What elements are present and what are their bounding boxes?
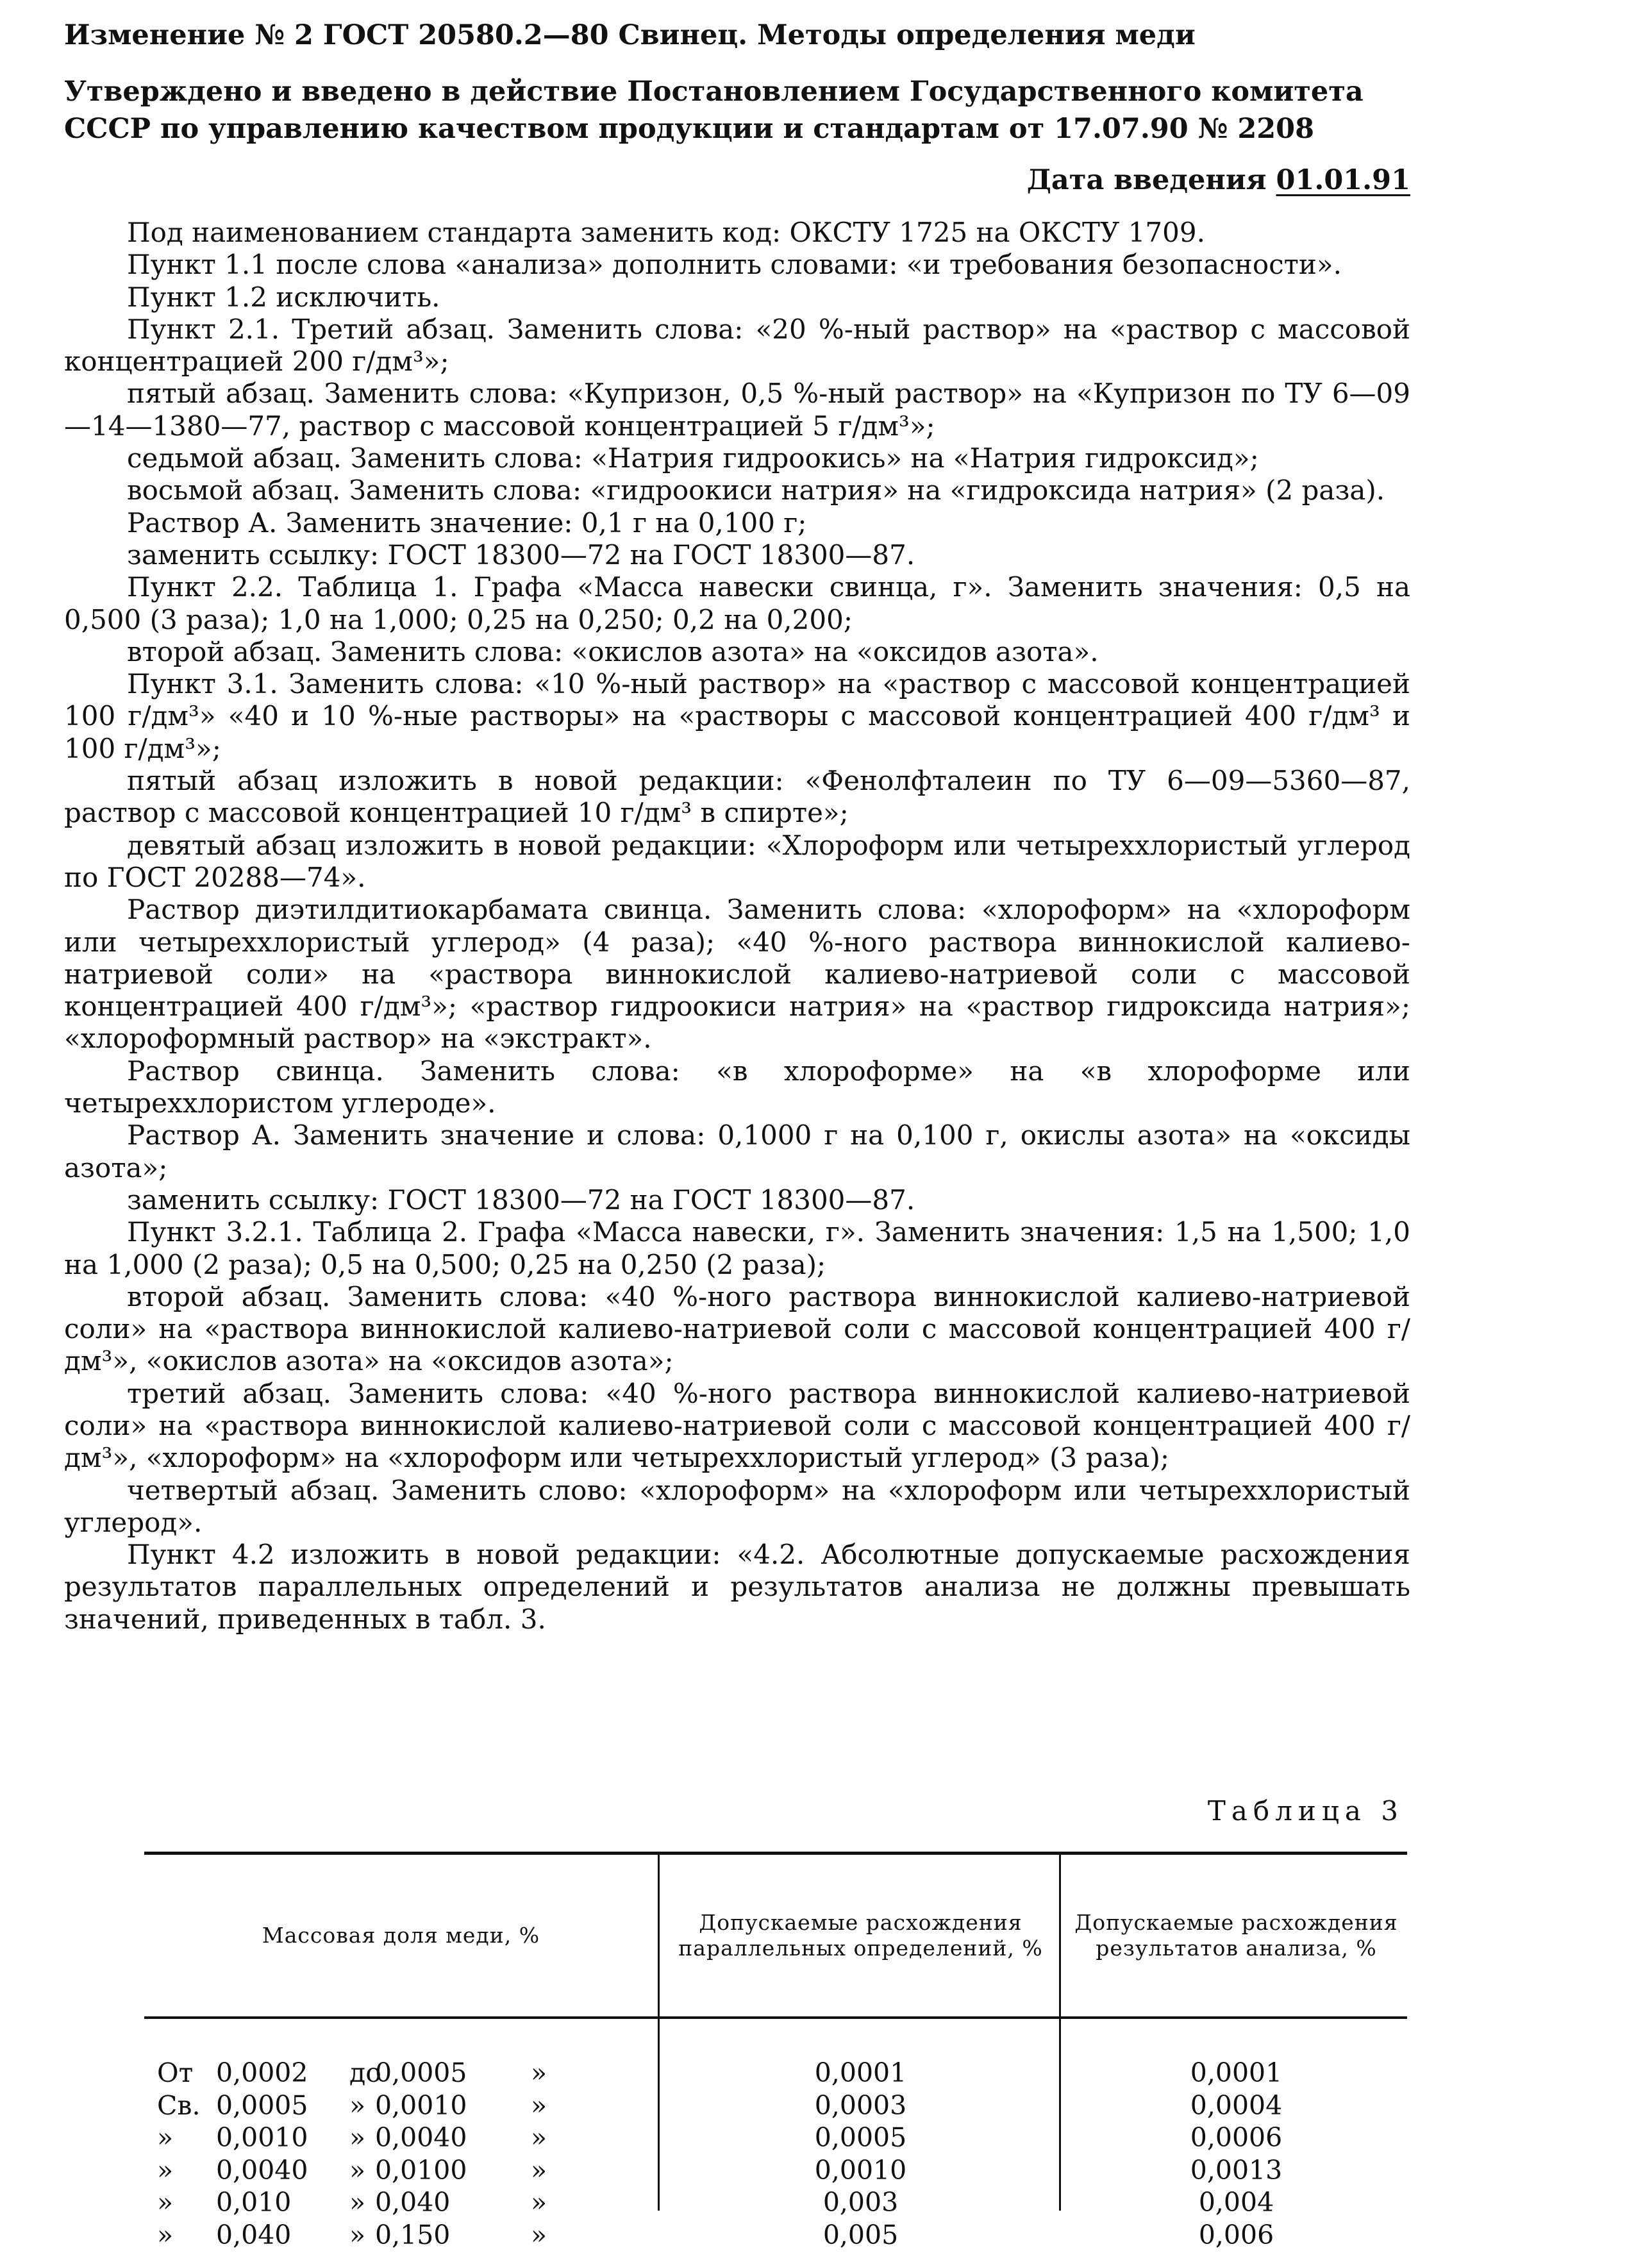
amendment-paragraph: пятый абзац изложить в новой редакции: «Фенолфталеин по ТУ 6—09—5360—87, раствор с массовой концентрацией 10 г/дм³ в спирте»; bbox=[64, 765, 1410, 829]
parallel-tolerance-value: 0,005 bbox=[822, 2219, 899, 2250]
range-unit-mark: » bbox=[531, 2057, 547, 2088]
range-to: 0,0100 bbox=[375, 2154, 467, 2186]
range-from: 0,0010 bbox=[216, 2122, 308, 2153]
amendment-paragraph: второй абзац. Заменить слова: «40 %-ного раствора виннокислой калиево-натриевой соли» на «раствора виннокислой калиево-натриевой соли с массовой концентрацией 400 г/дм³», «окислов азота» на «оксидов азота»; bbox=[64, 1280, 1410, 1377]
range-separator: » bbox=[349, 2187, 366, 2218]
range-unit-mark: » bbox=[531, 2187, 547, 2218]
range-prefix: » bbox=[157, 2219, 174, 2250]
table-header-rule bbox=[144, 2016, 1407, 2019]
analysis-tolerance-value: 0,004 bbox=[1198, 2187, 1274, 2218]
range-separator: » bbox=[349, 2122, 366, 2153]
amendment-paragraph: Пункт 2.1. Третий абзац. Заменить слова: «20 %-ный раствор» на «раствор с массовой концентрацией 200 г/дм³»; bbox=[64, 313, 1410, 378]
range-prefix: » bbox=[157, 2122, 174, 2153]
table-caption: Таблица 3 bbox=[1207, 1795, 1404, 1827]
amendment-paragraph: пятый абзац. Заменить слова: «Купризон, 0,5 %-ный раствор» на «Купризон по ТУ 6—09—14—1380—77, раствор с массовой концентрацией 5 г/дм³»; bbox=[64, 378, 1410, 442]
amendment-paragraph: Раствор А. Заменить значение и слова: 0,1000 г на 0,100 г, окислы азота» на «оксиды азота»; bbox=[64, 1119, 1410, 1184]
amendment-paragraph: Пункт 4.2 изложить в новой редакции: «4.2. Абсолютные допускаемые расхождения результатов параллельных определений и результатов анализа не должны превышать значений, приведенных в табл. 3. bbox=[64, 1539, 1410, 1635]
analysis-tolerance-value: 0,0004 bbox=[1190, 2089, 1283, 2121]
amendment-paragraph: второй абзац. Заменить слова: «окислов азота» на «оксидов азота». bbox=[127, 635, 1099, 667]
amendment-paragraph: Пункт 2.2. Таблица 1. Графа «Масса навески свинца, г». Заменить значения: 0,5 на 0,500 (3 раза); 1,0 на 1,000; 0,25 на 0,250; 0,2 на 0,200; bbox=[64, 571, 1410, 635]
range-from: 0,0040 bbox=[216, 2154, 308, 2186]
approval-statement: Утверждено и введено в действие Постановлением Государственного комитета СССР по управлению качеством продукции и стандартам от 17.07.90 № 2208 bbox=[64, 76, 1364, 145]
table-row bbox=[144, 2154, 1407, 2187]
range-to: 0,0005 bbox=[375, 2057, 467, 2088]
range-unit-mark: » bbox=[531, 2122, 547, 2153]
parallel-tolerance-value: 0,003 bbox=[822, 2187, 899, 2218]
analysis-tolerance-value: 0,006 bbox=[1198, 2219, 1274, 2250]
parallel-tolerance-value: 0,0010 bbox=[814, 2154, 907, 2186]
amendment-paragraph: Пункт 1.1 после слова «анализа» дополнить словами: «и требования безопасности». bbox=[127, 249, 1342, 281]
amendment-paragraph: Раствор диэтилдитиокарбамата свинца. Заменить слова: «хлороформ» на «хлороформ или четыреххлористый углерод» (4 раза); «40 %-ного раствора виннокислой калиево-натриевой соли» на «раствора виннокислой калиево-натриевой соли с массовой концентрацией 400 г/дм³»; «раствор гидроокиси натрия» на «раствор гидроксида натрия»; «хлороформный раствор» на «экстракт». bbox=[64, 894, 1410, 1055]
amendment-paragraph: заменить ссылку: ГОСТ 18300—72 на ГОСТ 18300—87. bbox=[127, 539, 915, 571]
range-prefix: » bbox=[157, 2187, 174, 2218]
table-row bbox=[144, 2219, 1407, 2252]
amendment-title: Изменение № 2 ГОСТ 20580.2—80 Свинец. Методы определения меди bbox=[64, 19, 1196, 51]
range-separator: » bbox=[349, 2219, 366, 2250]
amendment-paragraph: Пункт 3.1. Заменить слова: «10 %-ный раствор» на «раствор с массовой концентрацией 100 г/дм³» «40 и 10 %-ные растворы» на «растворы с массовой концентрацией 400 г/дм³ и 100 г/дм³»; bbox=[64, 668, 1410, 764]
range-separator: » bbox=[349, 2089, 366, 2121]
tolerance-table bbox=[144, 1852, 1407, 2250]
table-header-parallel-tolerance: Допускаемые расхождения параллельных определений, % bbox=[678, 1910, 1043, 1961]
amendment-paragraph: Под наименованием стандарта заменить код: ОКСТУ 1725 на ОКСТУ 1709. bbox=[127, 217, 1205, 248]
amendment-paragraph: Пункт 3.2.1. Таблица 2. Графа «Масса навески, г». Заменить значения: 1,5 на 1,500; 1,0 на 1,000 (2 раза); 0,5 на 0,500; 0,25 на 0,250 (2 раза); bbox=[64, 1216, 1410, 1280]
table-header-copper-fraction: Массовая доля меди, % bbox=[262, 1923, 540, 1948]
range-unit-mark: » bbox=[531, 2089, 547, 2121]
range-prefix: » bbox=[157, 2154, 174, 2186]
range-to: 0,150 bbox=[375, 2219, 451, 2250]
amendment-paragraph: девятый абзац изложить в новой редакции: «Хлороформ или четыреххлористый углерод по ГОСТ 20288—74». bbox=[64, 829, 1410, 893]
range-to: 0,0010 bbox=[375, 2089, 467, 2121]
table-row bbox=[144, 2089, 1407, 2122]
range-separator: » bbox=[349, 2154, 366, 2186]
effective-date-value: 01.01.91 bbox=[1276, 164, 1410, 196]
amendment-paragraph: седьмой абзац. Заменить слова: «Натрия гидроокись» на «Натрия гидроксид»; bbox=[127, 442, 1259, 474]
range-prefix: Св. bbox=[157, 2089, 201, 2121]
effective-date-label: Дата введения bbox=[1026, 164, 1267, 196]
range-separator: до bbox=[349, 2057, 381, 2088]
analysis-tolerance-value: 0,0013 bbox=[1190, 2154, 1283, 2186]
amendment-paragraph: четвертый абзац. Заменить слово: «хлороформ» на «хлороформ или четыреххлористый углерод». bbox=[64, 1474, 1410, 1538]
range-unit-mark: » bbox=[531, 2154, 547, 2186]
effective-date bbox=[64, 162, 1410, 199]
range-prefix: От bbox=[157, 2057, 194, 2088]
amendment-paragraph: Раствор А. Заменить значение: 0,1 г на 0,100 г; bbox=[127, 506, 807, 539]
analysis-tolerance-value: 0,0006 bbox=[1190, 2122, 1283, 2153]
amendment-paragraph: Раствор свинца. Заменить слова: «в хлороформе» на «в хлороформе или четыреххлористом углероде». bbox=[64, 1055, 1410, 1119]
table-row bbox=[144, 2186, 1407, 2219]
amendment-paragraph: заменить ссылку: ГОСТ 18300—72 на ГОСТ 18300—87. bbox=[127, 1184, 915, 1216]
range-to: 0,040 bbox=[375, 2187, 451, 2218]
analysis-tolerance-value: 0,0001 bbox=[1190, 2057, 1283, 2088]
document-header bbox=[64, 17, 1410, 199]
table-row bbox=[144, 2122, 1407, 2154]
parallel-tolerance-value: 0,0003 bbox=[814, 2089, 907, 2121]
amendment-body bbox=[64, 217, 1410, 1636]
amendment-paragraph: третий абзац. Заменить слова: «40 %-ного раствора виннокислой калиево-натриевой соли» на «раствора виннокислой калиево-натриевой соли с массовой концентрацией 400 г/дм³», «хлороформ» на «хлороформ или четыреххлористый углерод» (3 раза); bbox=[64, 1377, 1410, 1474]
range-from: 0,0002 bbox=[216, 2057, 308, 2088]
range-to: 0,0040 bbox=[375, 2122, 467, 2153]
range-from: 0,040 bbox=[216, 2219, 292, 2250]
table-header-analysis-tolerance: Допускаемые расхождения результатов анализа, % bbox=[1074, 1910, 1398, 1961]
range-unit-mark: » bbox=[531, 2219, 547, 2250]
table-row bbox=[144, 2057, 1407, 2089]
range-from: 0,0005 bbox=[216, 2089, 308, 2121]
parallel-tolerance-value: 0,0005 bbox=[814, 2122, 907, 2153]
range-from: 0,010 bbox=[216, 2187, 292, 2218]
table-body bbox=[144, 2057, 1407, 2251]
amendment-paragraph: Пункт 1.2 исключить. bbox=[127, 281, 440, 313]
parallel-tolerance-value: 0,0001 bbox=[814, 2057, 907, 2088]
amendment-paragraph: восьмой абзац. Заменить слова: «гидроокиси натрия» на «гидроксида натрия» (2 раза). bbox=[127, 474, 1385, 506]
